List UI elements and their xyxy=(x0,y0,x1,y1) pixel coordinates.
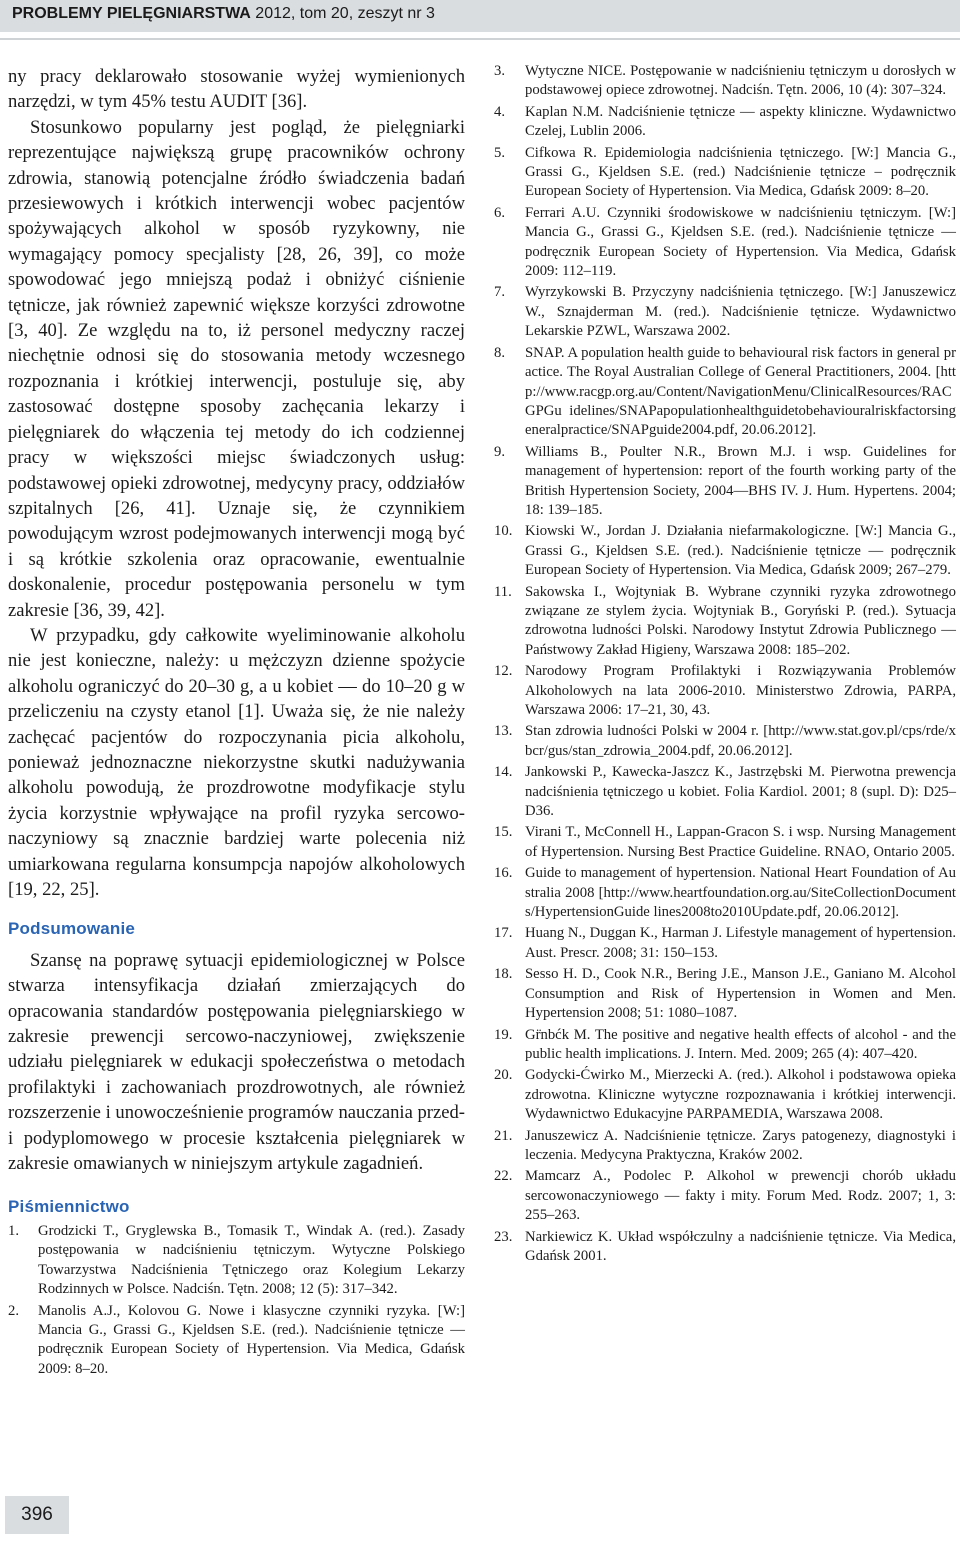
reference-text: Wyrzykowski B. Przyczyny nadciśnienia tętniczego. [W:] Januszewicz W., Sznajderman M. (red.). Nadciśnienie tętnicze. Wydawnictwo Lekarskie PZWL, Warszawa 2002. xyxy=(525,284,956,340)
reference-text: Kiowski W., Jordan J. Działania niefarmakologiczne. [W:] Mancia G., Grassi G., Kjeldsen S.E. (red.). Nadciśnienie tętnicze — podręcznik European Society of Hypertension. Via Medica, Gdańsk 2009; 267–279. xyxy=(525,523,956,579)
reference-item xyxy=(8,1222,465,1300)
reference-text: Jankowski P., Kawecka-Jaszcz K., Jastrzębski M. Pierwotna prewencja nadciśnienia tętniczego u kobiet. Folia Kardiol. 2001; 8 (supl. D): D25–D36. xyxy=(525,764,956,820)
reference-text: Williams B., Poulter N.R., Brown M.J. i wsp. Guidelines for management of hypertension: report of the fourth working party of the British Hypertension Society, 2004—BHS IV. J. Hum. Hypertens. 2004; 18: 139–185. xyxy=(525,443,956,518)
reference-number: 13. xyxy=(494,723,513,740)
reference-text: Januszewicz A. Nadciśnienie tętnicze. Zarys patogenezy, diagnostyki i leczenia. Medycyna Praktyczna, Kraków 2002. xyxy=(525,1127,956,1163)
reference-number: 19. xyxy=(494,1026,513,1043)
reference-number: 23. xyxy=(494,1228,513,1245)
reference-item xyxy=(494,1167,956,1225)
right-column xyxy=(494,62,956,1268)
reference-item xyxy=(494,144,956,202)
reference-text: Narkiewicz K. Układ współczulny a nadciśnienie tętnicze. Via Medica, Gdańsk 2001. xyxy=(525,1228,956,1264)
reference-item xyxy=(8,1302,465,1380)
summary-heading: Podsumowanie xyxy=(8,919,136,939)
reference-item xyxy=(494,924,956,963)
reference-number: 17. xyxy=(494,925,513,942)
reference-text: Ferrari A.U. Czynniki środowiskowe w nadciśnieniu tętniczym. [W:] Mancia G., Grassi G., Kjeldsen S.E. (red.). Nadciśnienie tętnicze — podręcznik European Society of Hypertension. Via Medica, Gdańsk 2009: 112–119. xyxy=(525,204,956,280)
reference-text: Guide to management of hypertension. National Heart Foundation of Australia 2008 [http://www.heartfoundation.org.au/SiteCollectionDocuments/HypertensionGuide lines2008to2010Update.pdf, 20.06.2012]. xyxy=(525,865,956,921)
reference-item xyxy=(494,763,956,821)
journal-name: PROBLEMY PIELĘGNIARSTWA xyxy=(12,5,251,22)
reference-text: Sakowska I., Wojtyniak B. Wybrane czynniki ryzyka zdrowotnego związane ze stylem życia. Wojtyniak B., Goryński P. (red.). Sytuacja zdrowotna ludności Polski. Narodowy Instytut Zdrowia Publicznego — Państwowy Zakład Higieny, Warszawa 2008: 185–202. xyxy=(525,583,956,658)
reference-number: 2. xyxy=(8,1302,20,1319)
reference-item xyxy=(494,204,956,282)
reference-number: 3. xyxy=(494,63,506,79)
reference-number: 9. xyxy=(494,443,506,460)
reference-item xyxy=(494,1127,956,1166)
reference-number: 6. xyxy=(494,204,506,221)
reference-list-left xyxy=(8,1222,465,1379)
reference-number: 1. xyxy=(8,1222,20,1239)
reference-number: 4. xyxy=(494,103,506,120)
reference-number: 5. xyxy=(494,144,506,161)
journal-issue: 2012, tom 20, zeszyt nr 3 xyxy=(255,5,435,22)
reference-number: 16. xyxy=(494,865,513,882)
body-paragraph: Stosunkowo popularny jest pogląd, że pielęgniarki reprezentujące największą grupę pracowników ochrony zdrowia, stanowią potencjalne źródło świadczenia badań przesiewowych i krótkich interwencji wobec pacjentów spożywających alkohol w sposób ryzykowny, nie wymagający pomocy specjalisty [28, 26, 39], co może spowodować jego mniejszą podaż i obniżyć ciśnienie tętnicze, jak również zapewnić większe korzyści zdrowotne [3, 40]. Ze względu na to, iż personel medyczny raczej niechętnie odnosi się do stosowania metody wczesnego rozpoznania i krótkiej interwencji, postuluje się, aby zastosować dostępne sposoby zachęcania lekarzy i pielęgniarek do włączenia tej metody do ich codziennej pracy w większości miejsc świadczonych usług: podstawowej opieki zdrowotnej, medycyny pracy, oddziałów szpitalnych [26, 41]. Uznaje się, że czynnikiem powodującym wzrost podejmowanych interwencji mogą być i są krótkie szkolenia oraz opracowanie, ewentualnie doskonalenie, procedur postępowania personelu w tym zakresie [36, 39, 42]. xyxy=(8,116,465,621)
reference-item xyxy=(494,1228,956,1267)
reference-text: SNAP. A population health guide to behavioural risk factors in general practice. The Royal Australian College of General Practitioners, 2004. [http://www.racgp.org.au/Content/NavigationMenu/ClinicalResources/RACGPGu idelines/SNAPapopulationhealthguidetobehaviouralriskfactorsingeneralpractice/SNAPguide2004.pdf, 20.06.2012]. xyxy=(525,344,956,439)
reference-item xyxy=(494,1026,956,1065)
summary-paragraph: Szansę na poprawę sytuacji epidemiologicznej w Polsce stwarza intensyfikacja działań zmierzających do opracowania standardów postępowania pielęgniarskiego w zakresie prewencji sercowo-naczyniowej, zwiększenie udziału pielęgniarek w edukacji społeczeństwa o metodach profilaktyki i zachowaniach prozdrowotnych, ale również rozszerzenie i unowocześnienie programów nauczania przed- i podyplomowego w procesie kształcenia pielęgniarek w zakresie omawianych w niniejszym artykule zagadnień. xyxy=(8,949,465,1175)
reference-text: Stan zdrowia ludności Polski w 2004 r. [http://www.stat.gov.pl/cps/rde/xbcr/gus/stan_zdrowia_2004.pdf, 20.06.2012]. xyxy=(525,723,956,759)
reference-item xyxy=(494,823,956,862)
reference-text: Cifkowa R. Epidemiologia nadciśnienia tętniczego. [W:] Mancia G., Grassi G., Kjeldsen S.E. (red.) Nadciśnienie tętnicze – podręcznik European Society of Hypertension. Via Medica, Gdańsk 2009: 8–20. xyxy=(525,144,956,200)
reference-text: Grodzicki T., Gryglewska B., Tomasik T., Windak A. (red.). Zasady postępowania w nadciśnieniu tętniczym. Wytyczne Polskiego Towarzystwa Nadciśnienia Tętniczego oraz Kolegium Lekarzy Rodzinnych w Polsce. Nadciśn. Tętn. 2008; 12 (5): 317–342. xyxy=(38,1222,465,1298)
reference-text: Huang N., Duggan K., Harman J. Lifestyle management of hypertension. Aust. Prescr. 2008; 31: 150–153. xyxy=(525,925,956,961)
reference-text: Godycki-Ćwirko M., Mierzecki A. (red.). Alkohol i podstawowa opieka zdrowotna. Kliniczne wytyczne rozpoznawania i krótkiej interwencji. Wydawnictwo Edukacyjne PARPAMEDIA, Warszawa 2008. xyxy=(525,1067,956,1123)
reference-number: 22. xyxy=(494,1168,513,1185)
reference-item xyxy=(494,965,956,1023)
reference-item xyxy=(494,1066,956,1124)
reference-item xyxy=(494,283,956,341)
reference-item xyxy=(494,662,956,720)
reference-item xyxy=(494,583,956,661)
reference-text: Mamcarz A., Podolec P. Alkohol w prewencji chorób układu sercowonaczyniowego — fakty i mity. Forum Med. Rodz. 2007; 1, 3: 255–263. xyxy=(525,1168,956,1224)
reference-item xyxy=(494,443,956,521)
reference-text: Wytyczne NICE. Postępowanie w nadciśnieniu tętniczym u dorosłych w podstawowej opiece zdrowotnej. Nadciśn. Tętn. 2006, 10 (4): 307–324. xyxy=(525,63,956,99)
reference-text: Gr̈nbćk M. The positive and negative health effects of alcohol - and the public health implications. J. Intern. Med. 2009; 265 (4): 407–420. xyxy=(525,1026,956,1062)
reference-item xyxy=(494,864,956,922)
page-number: 396 xyxy=(21,1504,53,1525)
reference-item xyxy=(494,522,956,580)
reference-item xyxy=(494,103,956,142)
reference-number: 12. xyxy=(494,663,513,680)
reference-number: 11. xyxy=(494,583,512,600)
reference-text: Sesso H. D., Cook N.R., Bering J.E., Manson J.E., Ganiano M. Alcohol Consumption and Risk of Hypertension in Women and Men. Hypertension 2008; 51: 1080–1087. xyxy=(525,966,956,1022)
reference-text: Narodowy Program Profilaktyki i Rozwiązywania Problemów Alkoholowych na lata 2006-2010. Ministerstwo Zdrowia, PARPA, Warszawa 2006: 17–21, 30, 43. xyxy=(525,663,956,718)
journal-header-text xyxy=(12,5,435,23)
references-heading: Piśmiennictwo xyxy=(8,1197,130,1217)
reference-list-right xyxy=(494,62,956,1266)
body-paragraph: ny pracy deklarowało stosowanie wyżej wymienionych narzędzi, w tym 45% testu AUDIT [36]. xyxy=(8,66,465,113)
reference-text: Kaplan N.M. Nadciśnienie tętnicze — aspekty kliniczne. Wydawnictwo Czelej, Lublin 2006. xyxy=(525,103,956,140)
reference-number: 18. xyxy=(494,966,513,983)
reference-number: 20. xyxy=(494,1067,513,1084)
left-column xyxy=(8,64,465,1381)
reference-number: 7. xyxy=(494,284,506,301)
reference-number: 21. xyxy=(494,1127,513,1144)
reference-text: Manolis A.J., Kolovou G. Nowe i klasyczne czynniki ryzyka. [W:] Mancia G., Grassi G., Kjeldsen S.E. (red.). Nadciśnienie tętnicze — podręcznik European Society of Hypertension. Via Medica, Gdańsk 2009: 8–20. xyxy=(38,1302,465,1377)
reference-item xyxy=(494,722,956,761)
reference-number: 15. xyxy=(494,824,513,841)
reference-number: 8. xyxy=(494,344,506,361)
header-rule xyxy=(0,38,960,40)
reference-item xyxy=(494,62,956,101)
page-number-box xyxy=(5,1496,69,1534)
reference-text: Virani T., McConnell H., Lappan-Gracon S. i wsp. Nursing Management of Hypertension. Nursing Best Practice Guideline. RNAO, Ontario 2005. xyxy=(525,824,956,860)
journal-header xyxy=(0,0,960,32)
reference-number: 10. xyxy=(494,523,513,540)
reference-item xyxy=(494,344,956,441)
body-paragraph: W przypadku, gdy całkowite wyeliminowanie alkoholu nie jest konieczne, należy: u mężczyzn dzienne spożycie alkoholu ograniczyć do 20–30 g, a u kobiet — do 10–20 g w przeliczeniu na czysty etanol [1]. Uważa się, że nie należy zachęcać pacjentów do rozpoczynania picia alkoholu, ponieważ jednoznaczne niekorzystne skutki nadużywania alkoholu powodują, że prozdrowotne modyfikacje stylu życia korzystnie wpływające na profil ryzyka sercowo-naczyniowy są znacznie bardziej warte polecenia niż umiarkowana regularna konsumpcja napojów alkoholowych [19, 22, 25]. xyxy=(8,624,465,900)
reference-number: 14. xyxy=(494,764,513,781)
